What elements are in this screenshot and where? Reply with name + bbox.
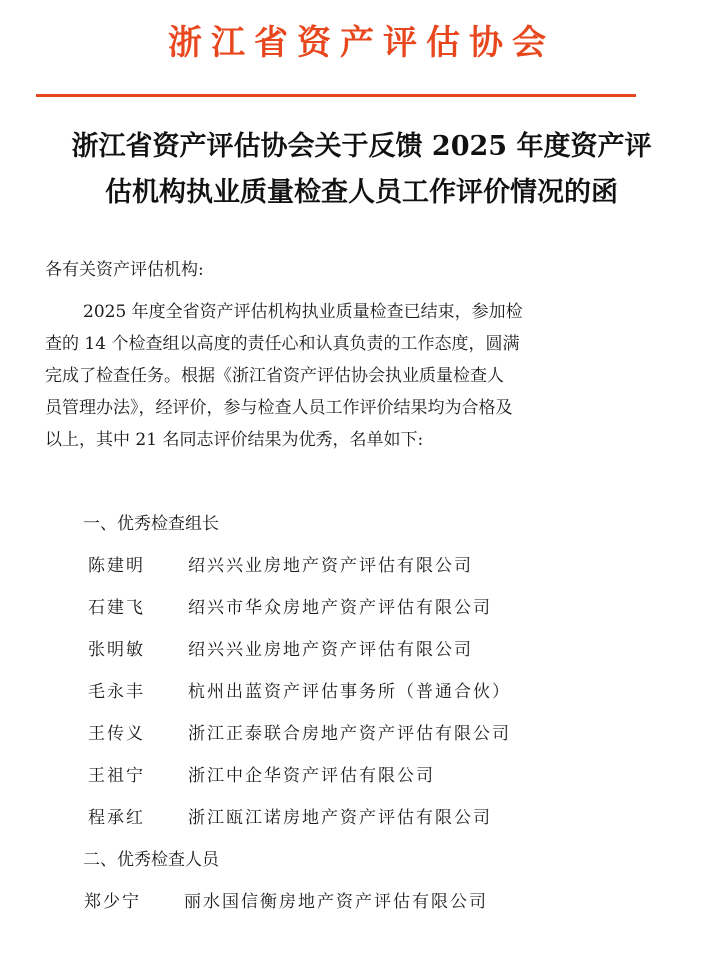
- letterhead-divider: [36, 94, 636, 97]
- member-name: 程承红: [88, 808, 145, 828]
- member-org: 丽水国信衡房地产资产评估有限公司: [184, 892, 488, 912]
- body-paragraph: [45, 296, 645, 456]
- member-org: 绍兴兴业房地产资产评估有限公司: [188, 556, 473, 576]
- document-title-line-2: 估机构执业质量检查人员工作评价情况的函: [105, 177, 618, 208]
- member-row: [88, 762, 435, 790]
- member-org: 绍兴市华众房地产资产评估有限公司: [188, 598, 492, 618]
- document-title-line-1: 浙江省资产评估协会关于反馈 2025 年度资产评: [71, 131, 652, 162]
- body-line: 查的 14 个检查组以高度的责任心和认真负责的工作态度，圆满: [45, 334, 520, 354]
- section-heading-inspectors: 二、优秀检查人员: [83, 850, 219, 870]
- member-row: [84, 888, 488, 916]
- document-title: [30, 124, 693, 216]
- member-row: [88, 720, 511, 748]
- letterhead: 浙江省资产评估协会: [168, 23, 555, 63]
- member-org: 浙江瓯江诺房地产资产评估有限公司: [188, 808, 492, 828]
- member-name: 陈建明: [88, 556, 145, 576]
- body-line: 2025 年度全省资产评估机构执业质量检查已结束，参加检: [83, 302, 523, 322]
- body-line: 以上，其中 21 名同志评价结果为优秀，名单如下:: [45, 430, 424, 450]
- member-org: 浙江正泰联合房地产资产评估有限公司: [188, 724, 511, 744]
- member-row: [88, 804, 492, 832]
- member-row: [88, 594, 492, 622]
- member-name: 石建飞: [88, 598, 145, 618]
- member-name: 郑少宁: [84, 892, 141, 912]
- member-name: 王传义: [88, 724, 145, 744]
- salutation: 各有关资产评估机构:: [45, 260, 204, 280]
- section-heading-leaders: 一、优秀检查组长: [83, 514, 219, 534]
- member-org: 浙江中企华资产评估有限公司: [188, 766, 435, 786]
- member-org: 杭州出蓝资产评估事务所（普通合伙）: [188, 682, 511, 702]
- member-name: 王祖宁: [88, 766, 145, 786]
- member-row: [88, 678, 511, 706]
- body-line: 员管理办法》，经评价，参与检查人员工作评价结果均为合格及: [45, 398, 513, 418]
- member-name: 毛永丰: [88, 682, 145, 702]
- body-line: 完成了检查任务。根据《浙江省资产评估协会执业质量检查人: [45, 366, 504, 386]
- member-row: [88, 552, 473, 580]
- member-row: [88, 636, 473, 664]
- member-name: 张明敏: [88, 640, 145, 660]
- member-org: 绍兴兴业房地产资产评估有限公司: [188, 640, 473, 660]
